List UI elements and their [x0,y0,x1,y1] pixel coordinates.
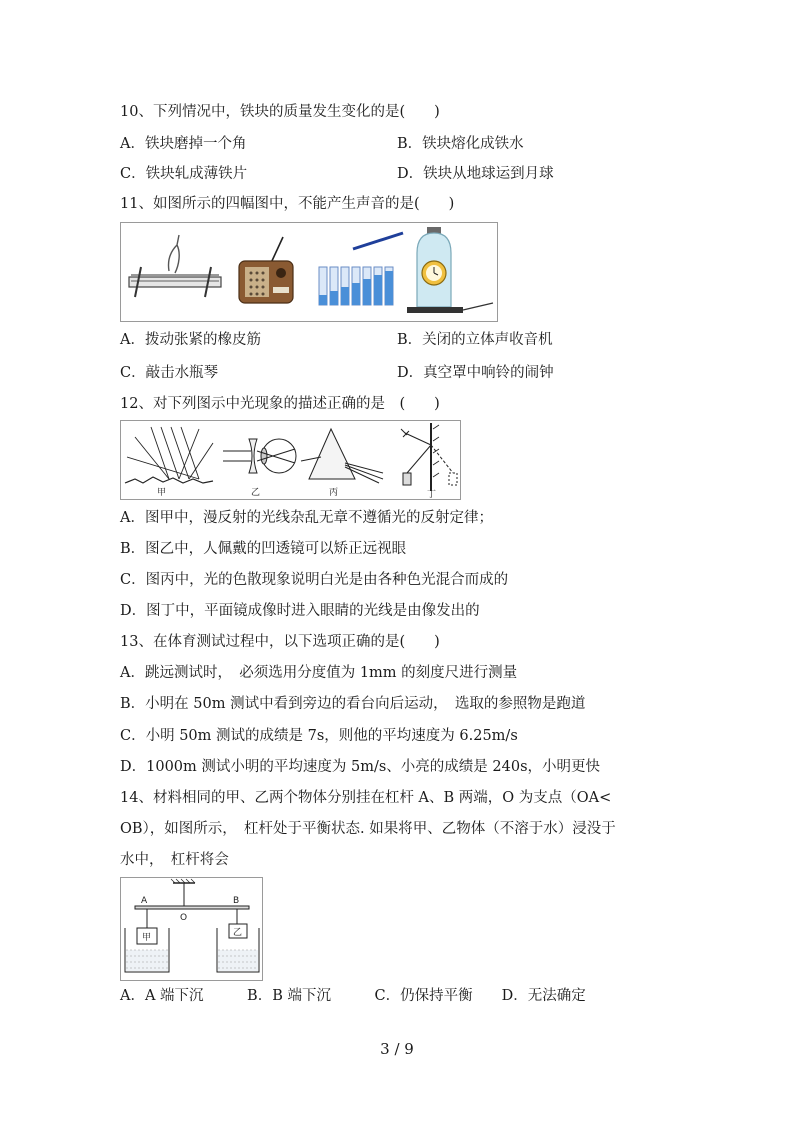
lever-label-yi: 乙 [233,928,243,938]
q12-stem: 12、对下列图示中光现象的描述正确的是 ( ) [120,396,440,412]
fig-label-bing: 丙 [329,488,339,498]
q12-figure [120,420,461,500]
q12-option-c: C．图丙中，光的色散现象说明白光是由各种色光混合而成的 [120,572,509,588]
q10-option-b: B．铁块熔化成铁水 [397,136,524,152]
q11-option-d: D．真空罩中响铃的闹钟 [397,365,554,381]
page-number: 3 / 9 [380,1040,414,1058]
lever-label-b: B [233,896,240,906]
diffuse-reflection-illustration [125,427,213,483]
prism-dispersion-illustration [301,429,383,483]
q14-lever-figure [120,877,263,981]
q10-option-a: A．铁块磨掉一个角 [120,136,247,152]
q12-option-a: A．图甲中，漫反射的光线杂乱无章不遵循光的反射定律； [120,510,493,526]
lever-label-a: A [141,896,148,906]
fig-label-jia: 甲 [157,488,167,498]
plane-mirror-illustration [401,423,457,491]
q14-stem-line1: 14、材料相同的甲、乙两个物体分别挂在杠杆 A、B 两端，O 为支点（OA< [120,790,612,806]
bell-jar-clock-illustration [407,227,493,313]
q10-stem: 10、下列情况中，铁块的质量发生变化的是( ) [120,104,440,120]
lever-label-jia: 甲 [142,933,152,943]
q13-option-d: D．1000m 测试小明的平均速度为 5m/s、小亮的成绩是 240s，小明更快 [120,759,601,775]
water-bottles-illustration [319,233,403,305]
q13-option-c: C．小明 50m 测试的成绩是 7s，则他的平均速度为 6.25m/s [120,728,518,744]
q14-stem-line2: OB），如图所示， 杠杆处于平衡状态. 如果将甲、乙物体（不溶于水）浸没于 [120,821,616,837]
q11-option-b: B．关闭的立体声收音机 [397,332,553,348]
concave-lens-eye-illustration [223,439,296,473]
q11-figure [120,222,498,322]
q12-option-d: D．图丁中，平面镜成像时进入眼睛的光线是由像发出的 [120,603,480,619]
q12-option-b: B．图乙中，人佩戴的凹透镜可以矫正远视眼 [120,541,407,557]
q10-option-d: D．铁块从地球运到月球 [397,166,554,182]
q14-options: A．A 端下沉 B．B 端下沉 C．仍保持平衡 D．无法确定 [120,988,586,1004]
lever-label-o: O [180,913,188,923]
q13-option-a: A．跳远测试时， 必须选用分度值为 1mm 的刻度尺进行测量 [120,665,518,681]
q11-stem: 11、如图所示的四幅图中，不能产生声音的是( ) [120,196,455,212]
q11-option-c: C．敲击水瓶琴 [120,365,219,381]
q13-option-b: B．小明在 50m 测试中看到旁边的看台向后运动， 选取的参照物是跑道 [120,696,586,712]
q13-stem: 13、在体育测试过程中，以下选项正确的是( ) [120,634,440,650]
q10-option-c: C．铁块轧成薄铁片 [120,166,248,182]
radio-illustration [239,237,293,303]
rubber-band-illustration [129,235,221,297]
fig-label-yi: 乙 [251,488,261,498]
q11-option-a: A．拨动张紧的橡皮筋 [120,332,261,348]
fig-label-ding: 丁 [427,490,437,499]
q14-stem-line3: 水中， 杠杆将会 [120,852,229,868]
